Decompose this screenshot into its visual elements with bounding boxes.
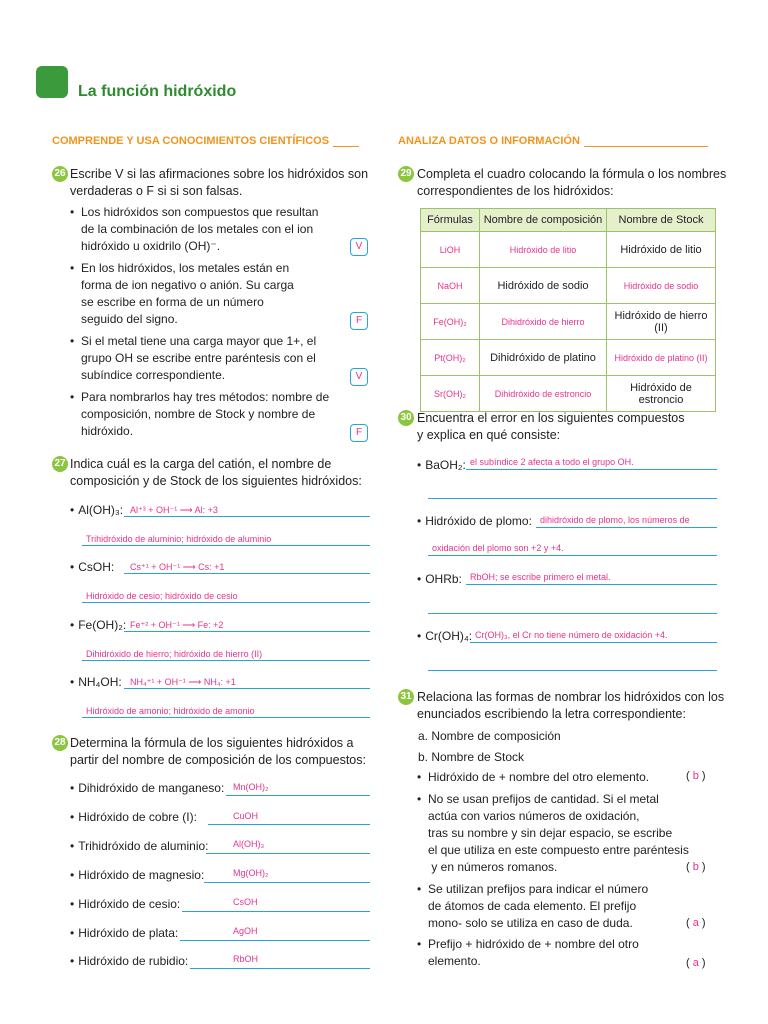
statement-3: • Se utilizan prefijos para indicar el número de átomos de cada elemento. El prefijo mono- solo se utiliza en caso de duda. xyxy=(428,881,648,932)
question-26-text: Escribe V si las afirmaciones sobre los hidróxidos son verdaderas o F si si son falsas. xyxy=(70,167,369,198)
answer-line[interactable] xyxy=(124,631,370,632)
answer-line[interactable] xyxy=(226,795,370,796)
formula-answer: RbOH xyxy=(233,954,259,964)
answer-line[interactable] xyxy=(470,642,717,643)
hydroxide-label: • CsOH: xyxy=(70,560,115,574)
compound-label: • Hidróxido de plata: xyxy=(70,926,179,940)
answer-box[interactable]: V xyxy=(350,368,368,386)
section-right-header: ANALIZA DATOS O INFORMACIÓN xyxy=(398,135,708,147)
error-answer: RbOH; se escribe primero el metal. xyxy=(470,572,611,582)
compound-label: • Hidróxido de plomo: xyxy=(417,514,532,528)
charge-answer: NH₄⁺¹ + OH⁻¹ ⟶ NH₄: +1 xyxy=(130,677,236,687)
error-answer: dihidróxido de plomo, los números de xyxy=(540,515,690,525)
error-answer: oxidación del plomo son +2 y +4. xyxy=(432,543,564,553)
question-31-text: Relaciona las formas de nombrar los hidróxidos con los enunciados escribiendo la letra correspondiente: xyxy=(417,690,725,721)
answer-line[interactable] xyxy=(208,824,370,825)
stock-cell: Hidróxido de estroncio xyxy=(607,376,716,412)
hydroxides-table xyxy=(420,208,716,412)
statement-3: • Si el metal tiene una carga mayor que 1+, el grupo OH se escribe entre paréntesis con el subíndice correspondiente. xyxy=(81,333,316,384)
composition-cell[interactable]: Dihidróxido de estroncio xyxy=(480,376,607,412)
charge-answer: Fe⁺² + OH⁻¹ ⟶ Fe: +2 xyxy=(130,620,224,630)
answer-line[interactable] xyxy=(428,498,717,499)
compound-label: • BaOH₂: xyxy=(417,458,466,472)
col-header: Fórmulas xyxy=(421,209,480,232)
question-28-text: Determina la fórmula de los siguientes hidróxidos a partir del nombre de composición de los compuestos: xyxy=(70,736,366,767)
letter-answer[interactable]: ( a ) xyxy=(686,917,706,929)
compound-label: • Hidróxido de cesio: xyxy=(70,897,181,911)
answer-line[interactable] xyxy=(124,573,370,574)
answer-line[interactable] xyxy=(124,516,370,517)
answer-box[interactable]: F xyxy=(350,424,368,442)
answer-line[interactable] xyxy=(82,660,370,661)
answer-line[interactable] xyxy=(124,688,370,689)
composition-cell: Hidróxido de sodio xyxy=(480,268,607,304)
question-30-text: Encuentra el error en los siguientes compuestos y explica en qué consiste: xyxy=(417,411,685,442)
formula-answer: CuOH xyxy=(233,811,259,821)
formula-cell[interactable]: LiOH xyxy=(421,232,480,268)
col-header: Nombre de Stock xyxy=(607,209,716,232)
formula-answer: AgOH xyxy=(233,926,258,936)
answer-line[interactable] xyxy=(206,853,370,854)
question-number: 28 xyxy=(52,735,68,751)
names-answer: Hidróxido de amonio; hidróxido de amonio xyxy=(86,706,255,716)
question-number: 31 xyxy=(398,689,414,705)
table-row xyxy=(421,304,716,340)
compound-label: • Hidróxido de cobre (I): xyxy=(70,810,197,824)
formula-cell[interactable]: NaOH xyxy=(421,268,480,304)
letter-answer[interactable]: ( b ) xyxy=(686,770,706,782)
stock-cell[interactable]: Hidróxido de sodio xyxy=(607,268,716,304)
formula-cell[interactable]: Fe(OH)₂ xyxy=(421,304,480,340)
statement-1: • Los hidróxidos son compuestos que resultan de la combinación de los metales con el ion hidróxido u oxidrilo (OH)⁻. xyxy=(81,204,318,255)
letter-answer[interactable]: ( b ) xyxy=(686,861,706,873)
option-a: a. Nombre de composición xyxy=(418,729,561,743)
table-row xyxy=(421,340,716,376)
statement-4: • Prefijo + hidróxido de + nombre del otro elemento. xyxy=(428,936,639,970)
stock-cell[interactable]: Hidróxido de platino (II) xyxy=(607,340,716,376)
composition-cell: Dihidróxido de platino xyxy=(480,340,607,376)
table-header-row xyxy=(421,209,716,232)
question-number: 30 xyxy=(398,410,414,426)
compound-label: • Trihidróxido de aluminio: xyxy=(70,839,209,853)
statement-2: • En los hidróxidos, los metales están en forma de ion negativo o anión. Su carga se escribe en forma de un número seguido del signo. xyxy=(81,260,294,328)
formula-cell[interactable]: Pt(OH)₂ xyxy=(421,340,480,376)
question-number: 26 xyxy=(52,166,68,182)
answer-line[interactable] xyxy=(466,469,717,470)
answer-line[interactable] xyxy=(82,545,370,546)
answer-line[interactable] xyxy=(82,717,370,718)
hydroxide-label: • NH₄OH: xyxy=(70,675,122,689)
table-row xyxy=(421,232,716,268)
col-header: Nombre de composición xyxy=(480,209,607,232)
stock-cell: Hidróxido de litio xyxy=(607,232,716,268)
composition-cell[interactable]: Dihidróxido de hierro xyxy=(480,304,607,340)
statement-1: • Hidróxido de + nombre del otro elemento. xyxy=(428,769,649,786)
charge-answer: Cs⁺¹ + OH⁻¹ ⟶ Cs: +1 xyxy=(130,562,225,572)
formula-cell[interactable]: Sr(OH)₂ xyxy=(421,376,480,412)
names-answer: Hidróxido de cesio; hidróxido de cesio xyxy=(86,591,238,601)
answer-line[interactable] xyxy=(82,602,370,603)
answer-line[interactable] xyxy=(428,613,717,614)
answer-line[interactable] xyxy=(428,670,717,671)
composition-cell[interactable]: Hidróxido de litio xyxy=(480,232,607,268)
charge-answer: Al⁺³ + OH⁻¹ ⟶ Al: +3 xyxy=(130,505,218,515)
compound-label: • Cr(OH)₄: xyxy=(417,629,473,643)
option-b: b. Nombre de Stock xyxy=(418,750,525,764)
question-number: 27 xyxy=(52,456,68,472)
compound-label: • Dihidróxido de manganeso: xyxy=(70,781,225,795)
answer-line[interactable] xyxy=(180,940,370,941)
statement-4: • Para nombrarlos hay tres métodos: nombre de composición, nombre de Stock y nombre de hidróxido. xyxy=(81,389,329,440)
answer-line[interactable] xyxy=(428,555,717,556)
table-row xyxy=(421,268,716,304)
answer-line[interactable] xyxy=(466,584,717,585)
answer-box[interactable]: F xyxy=(350,312,368,330)
compound-label: • OHRb: xyxy=(417,572,462,586)
answer-line[interactable] xyxy=(204,882,370,883)
hydroxide-label: • Al(OH)₃: xyxy=(70,503,124,517)
answer-line[interactable] xyxy=(190,968,370,969)
formula-answer: Mg(OH)₂ xyxy=(233,868,269,878)
stock-cell: Hidróxido de hierro (II) xyxy=(607,304,716,340)
chapter-tab xyxy=(36,66,68,98)
section-left-header: COMPRENDE Y USA CONOCIMIENTOS CIENTÍFICOS xyxy=(52,135,359,147)
names-answer: Dihidróxido de hierro; hidróxido de hierro (II) xyxy=(86,649,263,659)
compound-label: • Hidróxido de rubidio: xyxy=(70,954,189,968)
hydroxide-label: • Fe(OH)₂: xyxy=(70,618,127,632)
page-title: La función hidróxido xyxy=(78,83,237,100)
formula-answer: CsOH xyxy=(233,897,258,907)
answer-line[interactable] xyxy=(536,527,717,528)
table-row xyxy=(421,376,716,412)
error-answer: el subíndice 2 afecta a todo el grupo OH. xyxy=(470,457,634,467)
answer-box[interactable]: V xyxy=(350,238,368,256)
question-number: 29 xyxy=(398,166,414,182)
answer-line[interactable] xyxy=(182,911,370,912)
error-answer: Cr(OH)₃, el Cr no tiene número de oxidación +4. xyxy=(475,630,668,640)
letter-answer[interactable]: ( a ) xyxy=(686,957,706,969)
formula-answer: Al(OH)₃ xyxy=(233,839,265,849)
statement-2: • No se usan prefijos de cantidad. Si el metal actúa con varios números de oxidación, tras su nombre y sin dejar espacio, se escribe el que utiliza en este compuesto entre paréntesis y en números romanos. xyxy=(428,791,689,876)
names-answer: Trihidróxido de aluminio; hidróxido de aluminio xyxy=(86,534,272,544)
question-27-text: Indica cuál es la carga del catión, el nombre de composición y de Stock de los siguientes hidróxidos: xyxy=(70,457,362,488)
compound-label: • Hidróxido de magnesio: xyxy=(70,868,205,882)
question-29-text: Completa el cuadro colocando la fórmula o los nombres correspondientes de los hidróxidos: xyxy=(417,167,727,198)
formula-answer: Mn(OH)₂ xyxy=(233,782,269,792)
